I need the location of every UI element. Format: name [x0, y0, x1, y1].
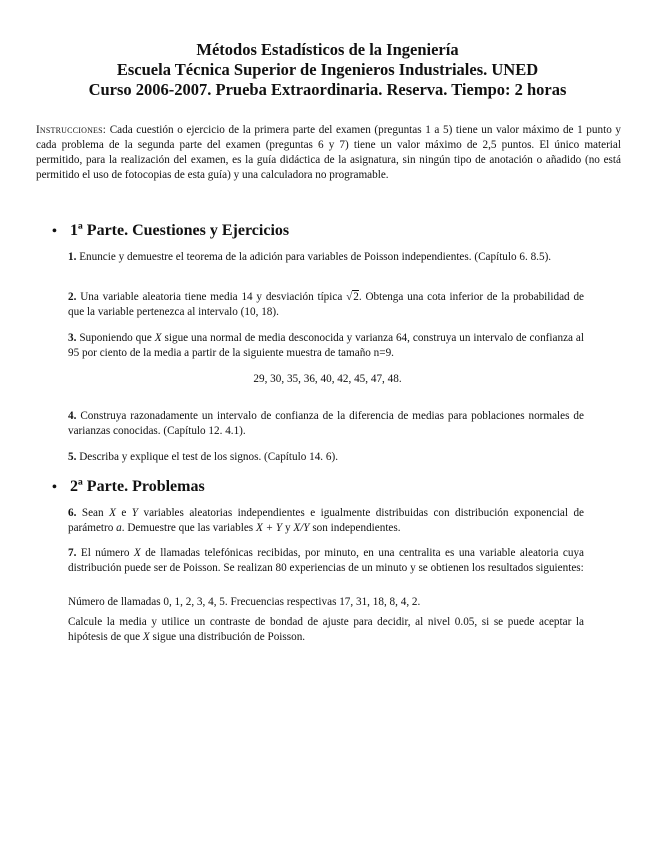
question-text-f: son independientes.	[309, 522, 401, 534]
question-number: 5.	[68, 451, 77, 463]
math-var: X	[133, 547, 141, 559]
math-var: X	[142, 631, 150, 643]
part1-heading	[52, 221, 289, 242]
question-text: Construya razonadamente un intervalo de confianza de la diferencia de medias para poblaciones normales de varianzas conocidas. (Capítulo 12. 4.1).	[68, 410, 584, 437]
sqrt-radicand: 2	[353, 291, 359, 303]
question-text-b: sigue una normal de media desconocida y varianza 64, construya un intervalo de confianza al 95 por ciento de la media a partir de la siguiente muestra de tamaño n=9.	[68, 332, 584, 359]
question-text: Describa y explique el test de los signos. (Capítulo 14. 6).	[79, 451, 339, 463]
question-text-b: . Obtenga una cota inferior de la probabilidad de que la variable pertenezca al intervalo (10, 18).	[68, 291, 585, 318]
question-text-a: Una variable aleatoria tiene media 14 y desviación típica	[80, 291, 347, 303]
question-number: 3.	[68, 332, 77, 344]
sqrt-expression: √2	[346, 291, 359, 303]
question-7	[68, 546, 584, 576]
question-number: 1.	[68, 251, 77, 263]
question-text-b: de llamadas telefónicas recibidas, por minuto, en una centralita es una variable aleatoria cuya distribución puede ser de Poisson. Se realizan 80 experiencias de un minuto y se obtienen los resultados siguientes:	[68, 547, 585, 574]
instructions-text: Cada cuestión o ejercicio de la primera parte del examen (preguntas 1 a 5) tiene un valor máximo de 1 punto y cada problema de la segunda parte del examen (preguntas 6 y 7) tiene un valor máximo de 2,5 puntos. El único material permitido, para la realización del examen, es la guía didáctica de la asignatura, sin ningún tipo de anotación o añadido (no está permitido el uso de fotocopias de esta guía) y una calculadora no programable.	[36, 124, 621, 181]
final-text-b: sigue una distribución de Poisson.	[149, 631, 306, 643]
question-text-a: Suponiendo que	[79, 332, 155, 344]
question-5	[68, 450, 584, 465]
instructions-paragraph	[36, 123, 621, 183]
question-text-e: y	[282, 522, 294, 534]
question-text: Enuncie y demuestre el teorema de la adición para variables de Poisson independientes. (Capítulo 6. 8.5).	[79, 251, 552, 263]
sample-values: 29, 30, 35, 36, 40, 42, 45, 47, 48.	[253, 373, 402, 385]
math-var: X	[154, 332, 162, 344]
question-number: 6.	[68, 507, 77, 519]
data-line: Número de llamadas 0, 1, 2, 3, 4, 5. Frecuencias respectivas 17, 31, 18, 8, 4, 2.	[68, 596, 421, 608]
school-title: Escuela Técnica Superior de Ingenieros Industriales. UNED	[116, 60, 539, 79]
question-text-c: variables aleatorias independientes e igualmente distribuidas con distribución exponencial de parámetro	[68, 507, 585, 534]
math-expr: X/Y	[293, 522, 310, 534]
instructions-label: Instrucciones:	[36, 124, 107, 136]
question-3	[68, 331, 584, 361]
question-6	[68, 506, 584, 536]
question-text-a: El número	[80, 547, 134, 559]
math-var: a	[116, 522, 122, 534]
part2-heading	[52, 477, 205, 498]
exam-info-title: Curso 2006-2007. Prueba Extraordinaria. Reserva. Tiempo: 2 horas	[88, 80, 567, 99]
final-instruction	[68, 615, 584, 645]
part2-bullet: •	[52, 480, 57, 495]
math-expr: X + Y	[255, 522, 283, 534]
question-number: 4.	[68, 410, 77, 422]
math-var: X	[109, 507, 116, 519]
part1-bullet: •	[52, 224, 57, 239]
question-1	[68, 250, 584, 265]
question-text-b: e	[115, 507, 132, 519]
final-text-a: Calcule la media y utilice un contraste de bondad de ajuste para decidir, al nivel 0.05, si se puede aceptar la hipótesis de que	[68, 616, 584, 643]
question-number: 2.	[68, 291, 77, 303]
question-4	[68, 409, 584, 439]
part1-title: 1ª Parte. Cuestiones y Ejercicios	[70, 222, 290, 239]
math-var: Y	[131, 507, 139, 519]
part2-title: 2ª Parte. Problemas	[70, 478, 205, 495]
question-text-a: Sean	[81, 507, 110, 519]
question-2	[68, 290, 584, 320]
course-title: Métodos Estadísticos de la Ingeniería	[196, 40, 459, 59]
question-text-d: . Demuestre que las variables	[121, 522, 256, 534]
question-number: 7.	[68, 547, 77, 559]
